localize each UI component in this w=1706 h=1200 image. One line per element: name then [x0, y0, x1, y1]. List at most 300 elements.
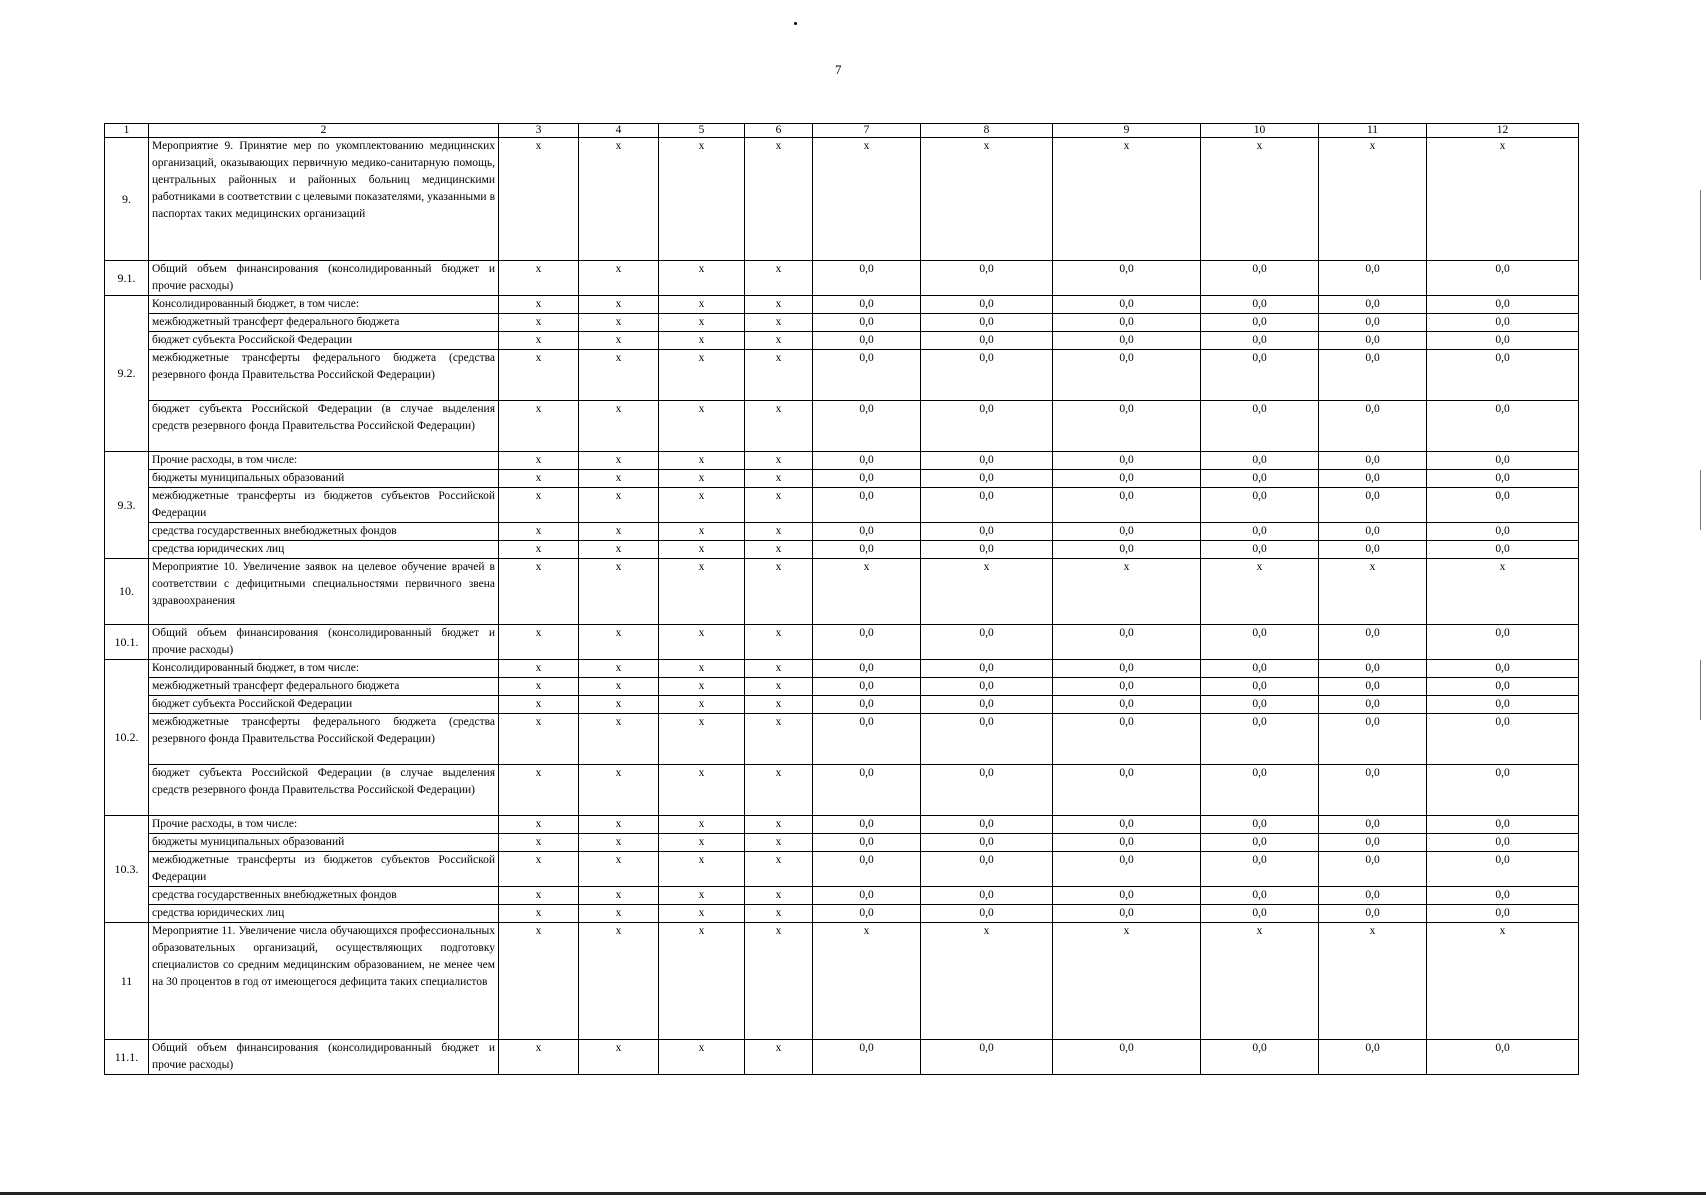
value-cell: 0,0: [1201, 625, 1319, 660]
value-cell: 0,0: [1427, 714, 1579, 765]
header-cell: 1: [105, 124, 149, 138]
value-cell: 0,0: [1319, 625, 1427, 660]
row-description: Прочие расходы, в том числе:: [149, 816, 499, 834]
value-cell: x: [499, 1040, 579, 1075]
value-cell: x: [659, 470, 745, 488]
value-cell: x: [579, 470, 659, 488]
table-row: [105, 625, 1579, 660]
value-cell: 0,0: [1201, 660, 1319, 678]
value-cell: 0,0: [813, 488, 921, 523]
value-cell: 0,0: [1319, 816, 1427, 834]
value-cell: x: [659, 138, 745, 261]
value-cell: 0,0: [1319, 523, 1427, 541]
value-cell: 0,0: [1319, 488, 1427, 523]
row-description: Консолидированный бюджет, в том числе:: [149, 296, 499, 314]
header-cell: 4: [579, 124, 659, 138]
value-cell: 0,0: [921, 541, 1053, 559]
value-cell: 0,0: [1053, 887, 1201, 905]
value-cell: 0,0: [813, 887, 921, 905]
value-cell: x: [499, 696, 579, 714]
value-cell: 0,0: [813, 314, 921, 332]
value-cell: x: [579, 714, 659, 765]
value-cell: x: [499, 138, 579, 261]
value-cell: 0,0: [921, 678, 1053, 696]
table-row: [105, 559, 1579, 625]
value-cell: 0,0: [1427, 261, 1579, 296]
value-cell: x: [499, 296, 579, 314]
row-number: 9.3.: [105, 452, 149, 559]
table-row: [105, 905, 1579, 923]
row-description: Общий объем финансирования (консолидированный бюджет и прочие расходы): [149, 261, 499, 296]
value-cell: x: [1319, 923, 1427, 1040]
value-cell: x: [745, 261, 813, 296]
value-cell: x: [579, 314, 659, 332]
value-cell: 0,0: [1319, 1040, 1427, 1075]
value-cell: 0,0: [1201, 541, 1319, 559]
value-cell: 0,0: [921, 350, 1053, 401]
value-cell: x: [499, 905, 579, 923]
table-row: [105, 852, 1579, 887]
row-number: 11: [105, 923, 149, 1040]
value-cell: x: [659, 923, 745, 1040]
value-cell: 0,0: [921, 765, 1053, 816]
value-cell: x: [579, 488, 659, 523]
value-cell: 0,0: [1427, 350, 1579, 401]
value-cell: x: [579, 296, 659, 314]
value-cell: x: [745, 332, 813, 350]
value-cell: 0,0: [813, 332, 921, 350]
value-cell: 0,0: [1427, 314, 1579, 332]
value-cell: x: [659, 625, 745, 660]
value-cell: x: [579, 452, 659, 470]
row-description: межбюджетные трансферты из бюджетов субъектов Российской Федерации: [149, 852, 499, 887]
value-cell: x: [745, 314, 813, 332]
value-cell: x: [1201, 138, 1319, 261]
value-cell: x: [499, 852, 579, 887]
table-row: [105, 714, 1579, 765]
header-cell: 10: [1201, 124, 1319, 138]
funding-table: [104, 123, 1579, 1075]
value-cell: 0,0: [1201, 314, 1319, 332]
value-cell: x: [579, 350, 659, 401]
table-row: [105, 470, 1579, 488]
row-number: 9.2.: [105, 296, 149, 452]
row-description: межбюджетный трансферт федерального бюджета: [149, 678, 499, 696]
value-cell: x: [745, 452, 813, 470]
value-cell: x: [499, 488, 579, 523]
value-cell: x: [659, 1040, 745, 1075]
table-row: [105, 660, 1579, 678]
value-cell: x: [813, 138, 921, 261]
value-cell: 0,0: [1427, 296, 1579, 314]
value-cell: 0,0: [1319, 332, 1427, 350]
value-cell: 0,0: [1053, 401, 1201, 452]
value-cell: x: [499, 678, 579, 696]
value-cell: 0,0: [1201, 261, 1319, 296]
value-cell: 0,0: [1319, 887, 1427, 905]
value-cell: x: [499, 559, 579, 625]
row-description: бюджет субъекта Российской Федерации (в случае выделения средств резервного фонда Правительства Российской Федерации): [149, 401, 499, 452]
value-cell: x: [659, 314, 745, 332]
row-description: Консолидированный бюджет, в том числе:: [149, 660, 499, 678]
row-description: средства юридических лиц: [149, 541, 499, 559]
row-description: бюджет субъекта Российской Федерации: [149, 332, 499, 350]
value-cell: x: [745, 138, 813, 261]
value-cell: x: [921, 138, 1053, 261]
value-cell: 0,0: [1053, 714, 1201, 765]
value-cell: x: [579, 834, 659, 852]
value-cell: x: [659, 523, 745, 541]
row-description: средства юридических лиц: [149, 905, 499, 923]
table-row: [105, 138, 1579, 261]
table-row: [105, 1040, 1579, 1075]
header-cell: 2: [149, 124, 499, 138]
value-cell: x: [813, 559, 921, 625]
value-cell: 0,0: [1319, 541, 1427, 559]
value-cell: x: [921, 559, 1053, 625]
value-cell: x: [499, 625, 579, 660]
value-cell: 0,0: [1319, 452, 1427, 470]
value-cell: 0,0: [1053, 541, 1201, 559]
value-cell: 0,0: [1427, 678, 1579, 696]
value-cell: 0,0: [1053, 350, 1201, 401]
value-cell: x: [745, 1040, 813, 1075]
value-cell: x: [745, 678, 813, 696]
value-cell: x: [659, 905, 745, 923]
value-cell: 0,0: [813, 714, 921, 765]
table-row: [105, 261, 1579, 296]
value-cell: x: [579, 401, 659, 452]
table-row: [105, 296, 1579, 314]
value-cell: 0,0: [813, 660, 921, 678]
value-cell: 0,0: [921, 905, 1053, 923]
value-cell: 0,0: [921, 834, 1053, 852]
value-cell: 0,0: [1319, 401, 1427, 452]
table-row: [105, 834, 1579, 852]
value-cell: 0,0: [1201, 678, 1319, 696]
value-cell: x: [1053, 559, 1201, 625]
value-cell: x: [745, 923, 813, 1040]
value-cell: 0,0: [1201, 905, 1319, 923]
value-cell: 0,0: [1319, 678, 1427, 696]
value-cell: 0,0: [813, 625, 921, 660]
row-description: межбюджетный трансферт федерального бюджета: [149, 314, 499, 332]
table-row: [105, 887, 1579, 905]
value-cell: x: [579, 332, 659, 350]
value-cell: x: [1427, 138, 1579, 261]
value-cell: 0,0: [1201, 765, 1319, 816]
table-row: [105, 541, 1579, 559]
value-cell: 0,0: [1319, 314, 1427, 332]
value-cell: 0,0: [813, 696, 921, 714]
value-cell: 0,0: [1053, 296, 1201, 314]
value-cell: 0,0: [1427, 625, 1579, 660]
value-cell: x: [499, 923, 579, 1040]
value-cell: 0,0: [921, 452, 1053, 470]
value-cell: 0,0: [1053, 625, 1201, 660]
value-cell: 0,0: [921, 314, 1053, 332]
header-cell: 3: [499, 124, 579, 138]
value-cell: 0,0: [921, 296, 1053, 314]
value-cell: x: [745, 625, 813, 660]
row-description: Общий объем финансирования (консолидированный бюджет и прочие расходы): [149, 1040, 499, 1075]
value-cell: 0,0: [813, 523, 921, 541]
value-cell: 0,0: [1427, 696, 1579, 714]
value-cell: x: [579, 138, 659, 261]
value-cell: x: [499, 714, 579, 765]
value-cell: 0,0: [921, 714, 1053, 765]
value-cell: x: [1053, 923, 1201, 1040]
value-cell: x: [921, 923, 1053, 1040]
header-cell: 6: [745, 124, 813, 138]
value-cell: x: [813, 923, 921, 1040]
row-number: 10.2.: [105, 660, 149, 816]
row-number: 9.1.: [105, 261, 149, 296]
value-cell: x: [499, 452, 579, 470]
page-number: 7: [835, 62, 842, 77]
table-row: [105, 923, 1579, 1040]
table-row: [105, 678, 1579, 696]
value-cell: x: [745, 816, 813, 834]
value-cell: 0,0: [813, 470, 921, 488]
value-cell: 0,0: [921, 523, 1053, 541]
value-cell: x: [579, 852, 659, 887]
value-cell: x: [659, 261, 745, 296]
value-cell: 0,0: [1319, 470, 1427, 488]
value-cell: 0,0: [1427, 816, 1579, 834]
value-cell: x: [499, 765, 579, 816]
value-cell: 0,0: [813, 350, 921, 401]
value-cell: 0,0: [1053, 816, 1201, 834]
value-cell: 0,0: [921, 1040, 1053, 1075]
row-number: 11.1.: [105, 1040, 149, 1075]
header-cell: 5: [659, 124, 745, 138]
table-row: [105, 816, 1579, 834]
value-cell: 0,0: [1201, 834, 1319, 852]
value-cell: 0,0: [921, 696, 1053, 714]
value-cell: x: [659, 350, 745, 401]
value-cell: 0,0: [1427, 1040, 1579, 1075]
value-cell: x: [745, 887, 813, 905]
value-cell: 0,0: [1053, 905, 1201, 923]
value-cell: 0,0: [921, 470, 1053, 488]
value-cell: x: [1053, 138, 1201, 261]
row-description: средства государственных внебюджетных фондов: [149, 523, 499, 541]
value-cell: 0,0: [921, 261, 1053, 296]
table-row: [105, 350, 1579, 401]
header-row: [105, 124, 1579, 138]
value-cell: x: [659, 714, 745, 765]
row-description: Общий объем финансирования (консолидированный бюджет и прочие расходы): [149, 625, 499, 660]
value-cell: 0,0: [1319, 261, 1427, 296]
value-cell: 0,0: [813, 678, 921, 696]
value-cell: x: [579, 887, 659, 905]
value-cell: 0,0: [1201, 470, 1319, 488]
value-cell: x: [499, 523, 579, 541]
value-cell: 0,0: [813, 541, 921, 559]
value-cell: 0,0: [813, 401, 921, 452]
value-cell: 0,0: [1319, 696, 1427, 714]
value-cell: x: [1427, 923, 1579, 1040]
table-row: [105, 452, 1579, 470]
value-cell: x: [659, 887, 745, 905]
value-cell: x: [745, 696, 813, 714]
value-cell: 0,0: [1319, 350, 1427, 401]
value-cell: 0,0: [1053, 834, 1201, 852]
value-cell: 0,0: [1201, 1040, 1319, 1075]
value-cell: 0,0: [1427, 401, 1579, 452]
page-bottom-rule: [0, 1192, 1706, 1195]
value-cell: x: [579, 765, 659, 816]
value-cell: 0,0: [1319, 765, 1427, 816]
value-cell: x: [659, 696, 745, 714]
value-cell: x: [1201, 559, 1319, 625]
value-cell: x: [1427, 559, 1579, 625]
value-cell: 0,0: [1319, 714, 1427, 765]
value-cell: 0,0: [921, 660, 1053, 678]
value-cell: x: [745, 541, 813, 559]
value-cell: x: [579, 541, 659, 559]
value-cell: 0,0: [1427, 470, 1579, 488]
value-cell: 0,0: [813, 296, 921, 314]
value-cell: 0,0: [1201, 887, 1319, 905]
row-description: межбюджетные трансферты федерального бюджета (средства резервного фонда Правительства Российской Федерации): [149, 350, 499, 401]
value-cell: 0,0: [1053, 314, 1201, 332]
value-cell: 0,0: [1201, 401, 1319, 452]
value-cell: 0,0: [1053, 261, 1201, 296]
value-cell: 0,0: [1427, 660, 1579, 678]
value-cell: 0,0: [813, 816, 921, 834]
value-cell: x: [499, 261, 579, 296]
value-cell: 0,0: [1053, 696, 1201, 714]
value-cell: x: [745, 852, 813, 887]
value-cell: 0,0: [1319, 660, 1427, 678]
value-cell: x: [659, 296, 745, 314]
value-cell: 0,0: [921, 401, 1053, 452]
value-cell: x: [659, 852, 745, 887]
value-cell: 0,0: [1319, 834, 1427, 852]
value-cell: x: [499, 314, 579, 332]
scan-edge-mark: [1700, 660, 1701, 720]
value-cell: x: [745, 660, 813, 678]
value-cell: x: [745, 834, 813, 852]
value-cell: x: [579, 261, 659, 296]
value-cell: x: [745, 714, 813, 765]
value-cell: 0,0: [1053, 452, 1201, 470]
value-cell: 0,0: [921, 625, 1053, 660]
table-row: [105, 696, 1579, 714]
value-cell: x: [745, 559, 813, 625]
row-description: Мероприятие 9. Принятие мер по укомплектованию медицинских организаций, оказывающих первичную медико-санитарную помощь, центральных районных и районных больниц медицинскими работниками в соответствии с целевыми показателями, указанными в паспортах таких медицинских организаций: [149, 138, 499, 261]
value-cell: x: [579, 905, 659, 923]
row-description: Мероприятие 11. Увеличение числа обучающихся профессиональных образовательных организаций, осуществляющих подготовку специалистов со средним медицинским образованием, не менее чем на 30 процентов в год от имеющегося дефицита таких специалистов: [149, 923, 499, 1040]
header-cell: 12: [1427, 124, 1579, 138]
row-description: бюджет субъекта Российской Федерации: [149, 696, 499, 714]
value-cell: 0,0: [1319, 296, 1427, 314]
table-row: [105, 523, 1579, 541]
value-cell: x: [499, 887, 579, 905]
value-cell: 0,0: [1053, 660, 1201, 678]
table-row: [105, 314, 1579, 332]
value-cell: 0,0: [1201, 452, 1319, 470]
value-cell: x: [745, 470, 813, 488]
value-cell: x: [659, 660, 745, 678]
value-cell: 0,0: [813, 452, 921, 470]
scan-edge-mark: [1700, 470, 1701, 530]
table-row: [105, 488, 1579, 523]
value-cell: 0,0: [1201, 523, 1319, 541]
value-cell: x: [579, 625, 659, 660]
value-cell: 0,0: [1427, 765, 1579, 816]
value-cell: 0,0: [1319, 852, 1427, 887]
value-cell: x: [745, 488, 813, 523]
value-cell: 0,0: [813, 261, 921, 296]
value-cell: x: [579, 696, 659, 714]
value-cell: 0,0: [1427, 523, 1579, 541]
row-description: средства государственных внебюджетных фондов: [149, 887, 499, 905]
value-cell: 0,0: [1201, 816, 1319, 834]
value-cell: x: [499, 332, 579, 350]
value-cell: x: [659, 678, 745, 696]
value-cell: 0,0: [921, 816, 1053, 834]
value-cell: 0,0: [1427, 541, 1579, 559]
value-cell: x: [659, 541, 745, 559]
value-cell: 0,0: [1201, 488, 1319, 523]
value-cell: x: [659, 332, 745, 350]
value-cell: 0,0: [1427, 852, 1579, 887]
value-cell: x: [1319, 138, 1427, 261]
value-cell: 0,0: [1201, 296, 1319, 314]
value-cell: 0,0: [1053, 852, 1201, 887]
value-cell: x: [659, 452, 745, 470]
value-cell: 0,0: [1427, 887, 1579, 905]
value-cell: 0,0: [1201, 714, 1319, 765]
value-cell: x: [659, 765, 745, 816]
row-description: межбюджетные трансферты из бюджетов субъектов Российской Федерации: [149, 488, 499, 523]
value-cell: 0,0: [1053, 332, 1201, 350]
row-description: межбюджетные трансферты федерального бюджета (средства резервного фонда Правительства Российской Федерации): [149, 714, 499, 765]
value-cell: x: [579, 559, 659, 625]
value-cell: x: [499, 834, 579, 852]
value-cell: 0,0: [813, 905, 921, 923]
value-cell: 0,0: [1053, 470, 1201, 488]
value-cell: 0,0: [1427, 488, 1579, 523]
row-number: 10.: [105, 559, 149, 625]
value-cell: 0,0: [813, 1040, 921, 1075]
value-cell: 0,0: [1427, 452, 1579, 470]
value-cell: 0,0: [1053, 1040, 1201, 1075]
value-cell: 0,0: [813, 765, 921, 816]
value-cell: 0,0: [921, 332, 1053, 350]
value-cell: x: [579, 523, 659, 541]
value-cell: 0,0: [1201, 852, 1319, 887]
scan-dot: [794, 22, 797, 25]
value-cell: x: [659, 401, 745, 452]
header-cell: 9: [1053, 124, 1201, 138]
row-description: бюджеты муниципальных образований: [149, 470, 499, 488]
row-description: бюджеты муниципальных образований: [149, 834, 499, 852]
header-cell: 8: [921, 124, 1053, 138]
value-cell: 0,0: [1427, 332, 1579, 350]
value-cell: x: [745, 765, 813, 816]
value-cell: 0,0: [1053, 523, 1201, 541]
value-cell: 0,0: [1427, 834, 1579, 852]
scan-edge-mark: [1700, 190, 1701, 280]
value-cell: 0,0: [1053, 765, 1201, 816]
value-cell: 0,0: [1053, 488, 1201, 523]
value-cell: 0,0: [921, 852, 1053, 887]
value-cell: x: [499, 470, 579, 488]
